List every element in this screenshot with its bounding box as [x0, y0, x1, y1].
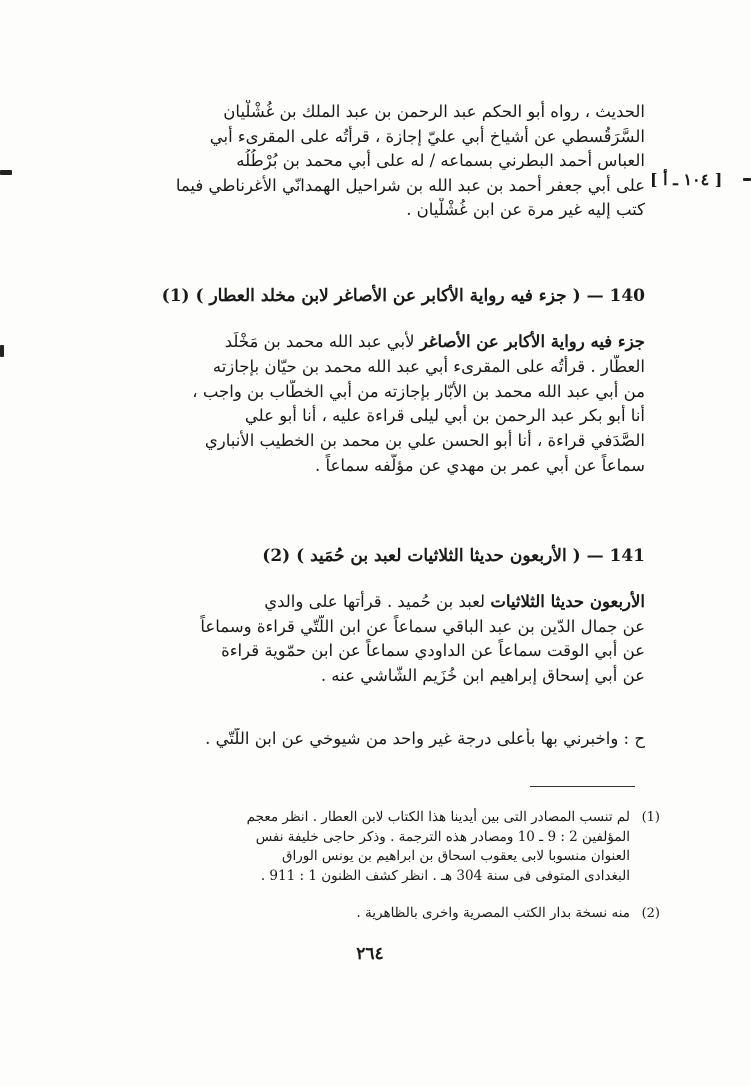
text-line: العطّار . قرأتُه على المقرىء أبي عبد الله محمد بن حيّان بإجازته	[212, 356, 645, 376]
text-line: العباس أحمد البطرني بسماعه / له على أبي محمد بن بُرْطُلُه	[236, 151, 645, 170]
text-line: عن أبي الوقت سماعاً عن الداودي سماعاً عن ابن حمّوية قراءة	[221, 641, 645, 660]
text-line: الصَّدَفي قراءة ، أنا أبو الحسن علي بن محمد بن الخطيب الأنباري	[204, 431, 645, 451]
entry-141-body	[100, 590, 645, 688]
text-line: كتب إليه غير مرة عن ابن غُشْلْيان .	[406, 200, 645, 219]
text-line: على أبي جعفر أحمد بن عبد الله بن شراحيل الهمدانّي الأغرناطي فيما	[175, 175, 645, 195]
text-line	[100, 590, 645, 615]
entry-141-note	[100, 728, 645, 750]
text-run: لعبد بن حُميد . قرأتها على والدي	[264, 592, 491, 611]
text-line: أنا أبو بكر عبد الرحمن بن أبي ليلى قراءة عليه ، أنا أبو علي	[244, 406, 645, 426]
footnote-2	[100, 904, 660, 924]
text-line: الحديث ، رواه أبو الحكم عبد الرحمن بن عبد الملك بن غُشْلْيان	[223, 102, 645, 121]
intro-paragraph	[100, 100, 645, 223]
left-edge-mark	[0, 170, 12, 175]
footnote-line: المؤلفين 2 : 9 ـ 10 ومصادر هذه الترجمة . وذكر حاجى خليفة نفس	[255, 828, 630, 845]
text-line: ح : واخبرني بها بأعلى درجة غير واحد من شيوخي عن ابن اللّتّي .	[205, 729, 645, 748]
entry-141-heading: 141 — ( الأربعون حديثا الثلاثيات لعبد بن حُمَيد ) (2)	[262, 546, 645, 566]
footnote-line: لم تنسب المصادر التى بين أيدينا هذا الكتاب لابن العطار . انظر معجم	[246, 809, 630, 825]
footnote-separator	[530, 786, 635, 787]
text-line: عن جمال الدّين بن عبد الباقي سماعاً عن ابن اللّتّي قراءة وسماعاً	[200, 616, 645, 636]
text-line: سماعاً عن أبي عمر بن مهدي عن مؤلّفه سماعاً .	[315, 455, 645, 475]
margin-folio-reference: [ ١٠٤ ـ أ ]	[650, 170, 723, 189]
page-number: ٢٦٤	[356, 944, 384, 964]
text-line: عن أبي إسحاق إبراهيم ابن خُزَيم الشّاشي عنه .	[320, 665, 645, 685]
left-edge-mark	[0, 345, 4, 357]
footnote-number: (2)	[641, 906, 660, 921]
footnote-line: العنوان منسوبا لابى يعقوب اسحاق بن ابراهيم بن يونس الوراق	[282, 848, 630, 864]
book-title: الأربعون حديثا الثلاثيات	[490, 592, 645, 611]
text-line	[100, 330, 645, 355]
text-run: لأبي عبد الله محمد بن مَخْلَد	[224, 332, 420, 351]
entry-140-heading: 140 — ( جزء فيه رواية الأكابر عن الأصاغر لابن مخلد العطار ) (1)	[161, 286, 645, 306]
right-edge-mark	[743, 178, 751, 181]
text-line: السَّرَقُسطي عن أشياخ أبي عليّ إجازة ، قرأتُه على المقرىء أبي	[209, 126, 645, 146]
footnote-line: منه نسخة بدار الكتب المصرية واخرى بالظاهرية .	[356, 905, 630, 921]
footnote-line: البغدادى المتوفى فى سنة 304 هـ . انظر كشف الظنون 1 : 911 .	[260, 867, 630, 884]
book-title: جزء فيه رواية الأكابر عن الأصاغر	[419, 332, 645, 351]
footnote-number: (1)	[641, 810, 660, 825]
footnote-1	[100, 808, 660, 886]
entry-140-body	[100, 330, 645, 479]
text-line: من أبي عبد الله محمد بن الأبّار بإجازته من أبي الخطّاب بن واجب ،	[192, 381, 645, 401]
